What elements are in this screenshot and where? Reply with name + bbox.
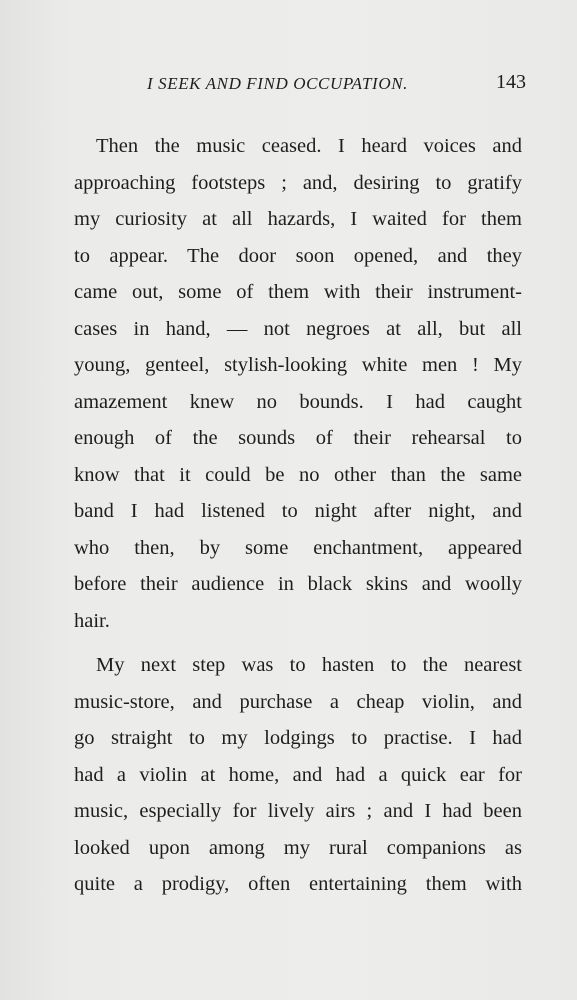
- text-line: cases in hand, — not negroes at all, but all: [74, 317, 522, 340]
- text-line: quite a prodigy, often entertaining them with: [74, 873, 522, 895]
- page-number: 143: [496, 71, 526, 93]
- text-line: my curiosity at all hazards, I waited for them: [74, 208, 522, 230]
- text-line: know that it could be no other than the same: [74, 463, 522, 486]
- text-line: Then the music ceased. I heard voices and: [96, 135, 522, 157]
- text-line: came out, some of them with their instrument-: [74, 281, 522, 303]
- running-head: [0, 71, 577, 104]
- text-line: had a violin at home, and had a quick ear for: [74, 763, 522, 786]
- text-line: music, especially for lively airs ; and I had been: [74, 800, 522, 822]
- text-line: who then, by some enchantment, appeared: [74, 536, 522, 559]
- text-line: My next step was to hasten to the nearest: [96, 654, 522, 676]
- running-title: I SEEK AND FIND OCCUPATION.: [147, 74, 408, 93]
- text-line: looked upon among my rural companions as: [74, 836, 522, 859]
- text-line: amazement knew no bounds. I had caught: [74, 390, 522, 413]
- paragraph-gap: [74, 639, 522, 647]
- paragraph-1: [74, 128, 522, 639]
- body-text: [74, 128, 522, 903]
- text-line: before their audience in black skins and woolly: [74, 573, 522, 595]
- text-line: young, genteel, stylish-looking white men ! My: [74, 354, 522, 376]
- text-line: enough of the sounds of their rehearsal to: [74, 427, 522, 449]
- paragraph-2: [74, 647, 522, 903]
- text-line: band I had listened to night after night, and: [74, 500, 522, 522]
- text-line: hair.: [74, 609, 110, 632]
- text-line: music-store, and purchase a cheap violin, and: [74, 690, 522, 713]
- text-line: go straight to my lodgings to practise. I had: [74, 727, 522, 749]
- text-line: to appear. The door soon opened, and they: [74, 244, 522, 267]
- text-line: approaching footsteps ; and, desiring to gratify: [74, 171, 522, 194]
